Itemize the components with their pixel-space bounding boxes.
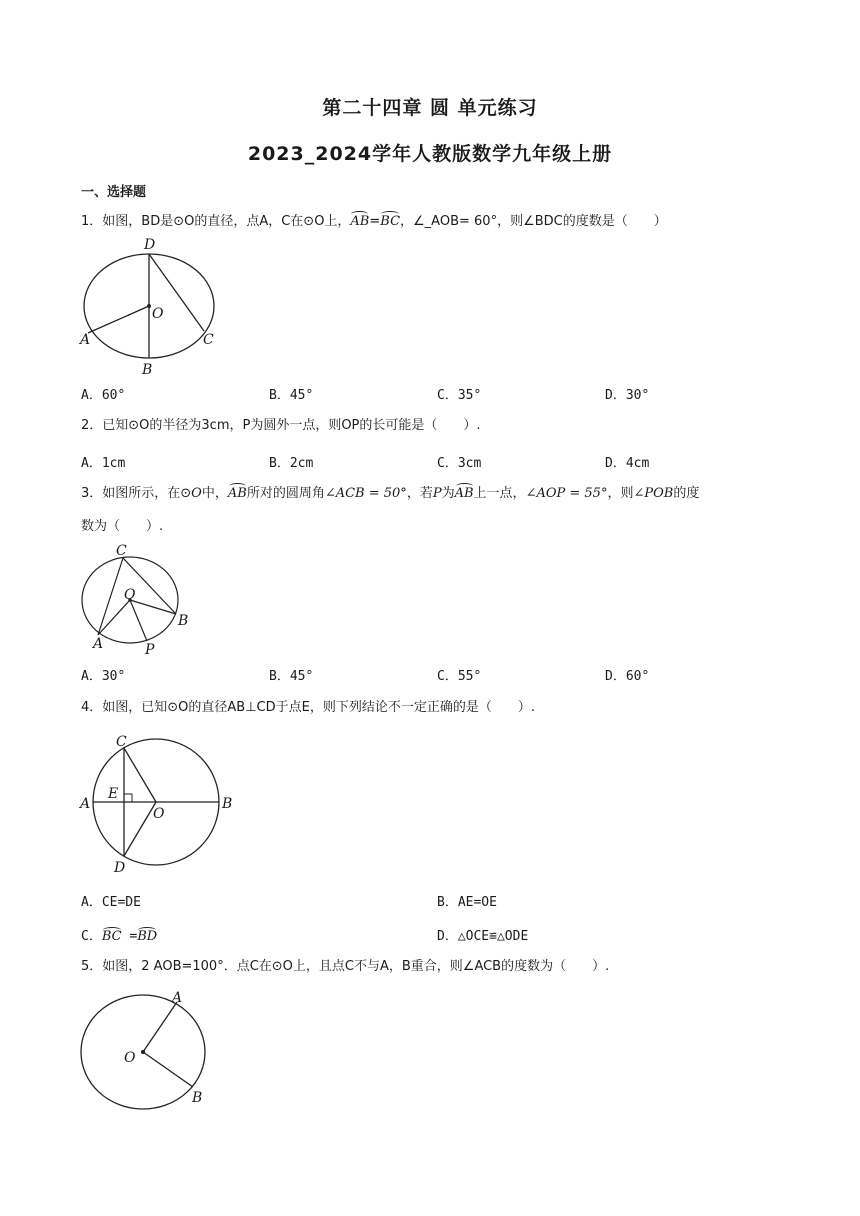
q2-option-a: A．1cm <box>81 456 126 471</box>
q4-label-e: E <box>108 786 119 802</box>
q1-label-a: A <box>80 332 91 348</box>
q3-text-7: ，则 <box>607 486 634 501</box>
q1-radius-oa <box>88 306 149 333</box>
q4-figure <box>78 728 238 878</box>
question-3 <box>81 485 699 503</box>
page-title: 第二十四章 圆 单元练习 <box>322 97 538 119</box>
question-5: 5．如图，2 AOB=100°．点C在⊙O上，且点C不与A，B重合，则∠ACB的度数为（ ）. <box>81 959 610 974</box>
q3-text-3: 所对的圆周角 <box>246 486 325 501</box>
q4-option-c-eq: = <box>129 929 138 944</box>
q5-radius-ob <box>143 1052 193 1087</box>
q1-text-suffix: ，∠_AOB= 60°，则∠BDC的度数是（ ） <box>400 214 667 229</box>
q3-radius-op <box>130 600 147 641</box>
q4-right-angle-mark <box>124 794 132 802</box>
q4-label-o: O <box>153 806 165 822</box>
q3-label-a: A <box>93 636 104 652</box>
q1-option-b: B．45° <box>269 388 314 403</box>
q3-text-5: 为 <box>441 486 455 501</box>
q3-angle-acb: ∠ACB = 50° <box>324 486 407 501</box>
q4-radius-od <box>124 802 156 856</box>
q4-option-c-arc-bc: BC <box>101 929 122 944</box>
q4-option-b: B．AE=OE <box>437 895 497 910</box>
q4-label-b: B <box>222 796 233 812</box>
q3-arc-ab-2: AB <box>454 486 474 501</box>
q4-option-c-prefix: C． <box>81 929 102 944</box>
q3-text-6: 上一点， <box>473 486 526 501</box>
q5-label-a: A <box>172 990 183 1006</box>
q3-text-1: 3．如图所示，在⊙ <box>81 486 192 501</box>
q3-arc-ab: AB <box>227 486 247 501</box>
q3-text-2: 中， <box>201 486 228 501</box>
q5-label-b: B <box>192 1090 203 1106</box>
q3-radius-oa <box>98 600 130 635</box>
q1-center-dot <box>147 304 151 308</box>
q1-text-prefix: 1．如图，BD是⊙O的直径，点A，C在⊙O上， <box>81 214 351 229</box>
q4-option-d: D．△OCE≌△ODE <box>437 929 529 944</box>
q3-p: P <box>432 486 442 501</box>
q3-option-d: D．60° <box>605 669 650 684</box>
q1-option-c: C．35° <box>437 388 482 403</box>
q1-arc-ab: AB <box>350 214 370 229</box>
q4-label-a: A <box>80 796 91 812</box>
question-2: 2．已知⊙O的半径为3cm，P为圆外一点，则OP的长可能是（ ）. <box>81 418 481 433</box>
q3-text-8: 的度 <box>673 486 700 501</box>
q4-option-c <box>81 925 157 944</box>
q1-label-o: O <box>152 306 164 322</box>
q3-label-o: O <box>124 587 136 603</box>
q3-option-b: B．45° <box>269 669 314 684</box>
q5-label-o: O <box>124 1050 136 1066</box>
section-heading: 一、选择题 <box>81 185 147 200</box>
question-1 <box>81 213 667 231</box>
q3-option-a: A．30° <box>81 669 126 684</box>
question-3-line2: 数为（ ）. <box>81 519 164 534</box>
q3-figure <box>78 542 198 660</box>
q3-text-4: ，若 <box>406 486 433 501</box>
q1-figure <box>78 232 228 382</box>
q4-option-c-arc-bd: BD <box>137 929 158 944</box>
q3-label-c: C <box>116 543 127 559</box>
q4-label-d: D <box>114 860 126 876</box>
q1-eq: = <box>369 214 381 229</box>
q1-label-c: C <box>203 332 214 348</box>
question-4: 4．如图，已知⊙O的直径AB⊥CD于点E，则下列结论不一定正确的是（ ）. <box>81 700 535 715</box>
q3-chord-ac <box>98 558 123 635</box>
q3-angle-aop: ∠AOP = 55° <box>525 486 608 501</box>
page-subtitle: 2023_2024学年人教版数学九年级上册 <box>247 143 613 165</box>
q4-label-c: C <box>116 734 127 750</box>
q2-option-d: D．4cm <box>605 456 650 471</box>
q5-figure <box>78 986 218 1114</box>
q5-radius-oa <box>143 1002 177 1052</box>
q1-label-d: D <box>144 237 156 253</box>
q5-center-dot <box>141 1050 145 1054</box>
q3-angle-pob: ∠POB <box>633 486 674 501</box>
q2-option-c: C．3cm <box>437 456 482 471</box>
q4-option-a: A．CE=DE <box>81 895 141 910</box>
q1-option-a: A．60° <box>81 388 126 403</box>
q1-label-b: B <box>142 362 153 378</box>
q3-option-c: C．55° <box>437 669 482 684</box>
q2-option-b: B．2cm <box>269 456 314 471</box>
q3-label-b: B <box>178 613 189 629</box>
q3-label-p: P <box>145 642 155 658</box>
q3-o: O <box>191 486 202 501</box>
q1-arc-bc: BC <box>380 214 401 229</box>
q1-option-d: D．30° <box>605 388 650 403</box>
